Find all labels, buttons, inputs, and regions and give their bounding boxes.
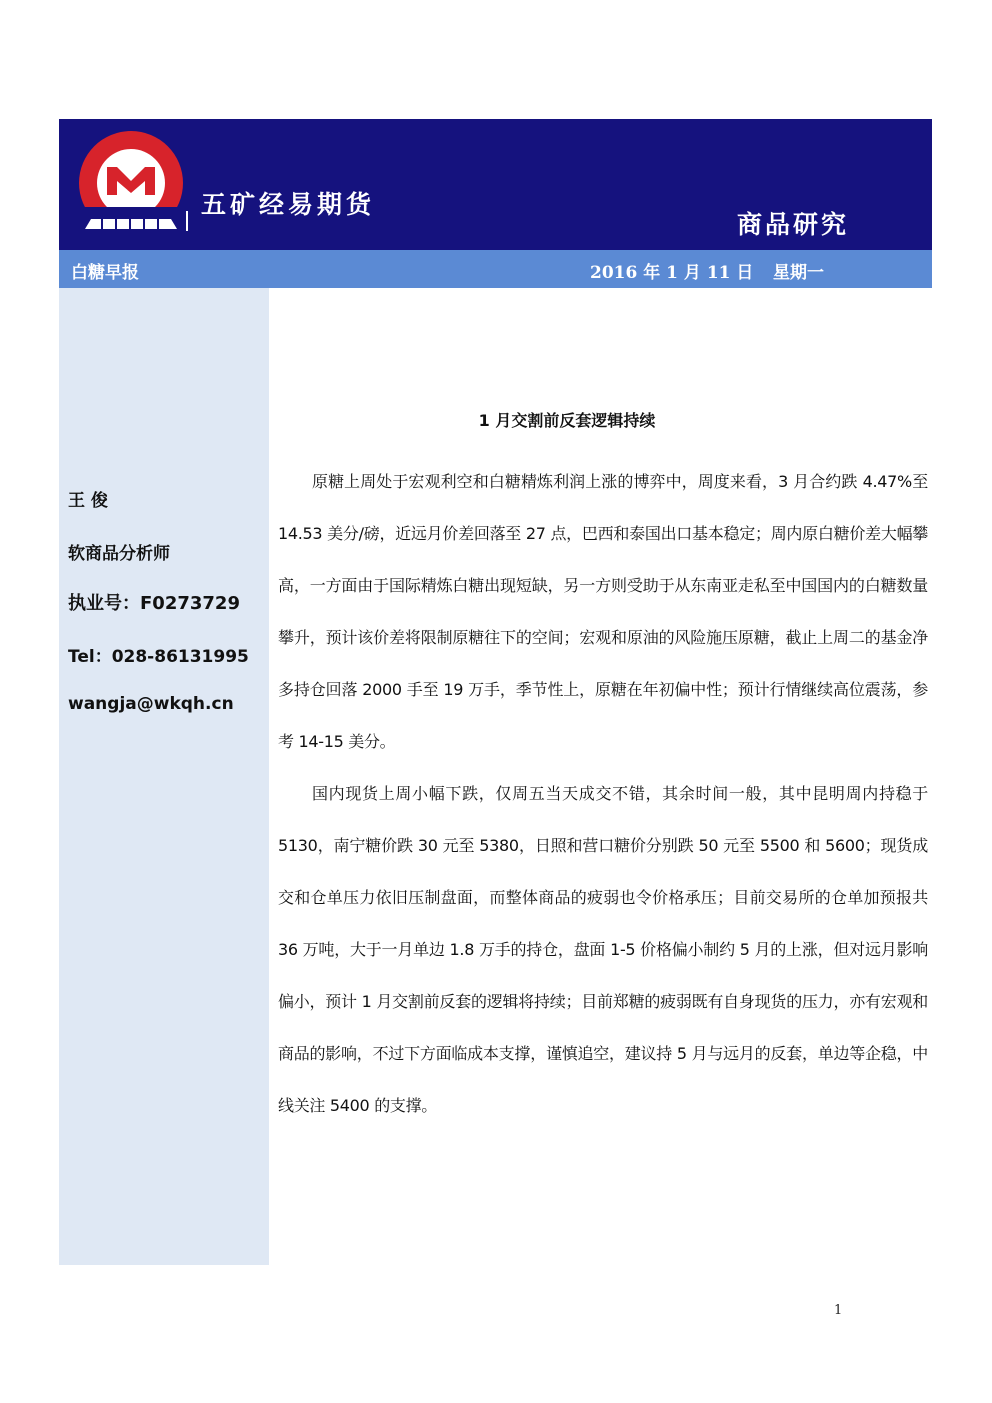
page-number: 1 xyxy=(834,1303,843,1318)
analyst-name: 王 俊 xyxy=(68,491,108,511)
logo-divider xyxy=(186,211,188,231)
company-name: 五矿经易期货 xyxy=(201,190,376,219)
article-paragraph: 国内现货上周小幅下跌，仅周五当天成交不错，其余时间一般，其中昆明周内持稳于 5130，南宁糖价跌 30 元至 5380，日照和营口糖价分别跌 50 元至 5500 和 5600；现货成交和仓单压力依旧压制盘面，而整体商品的疲弱也令价格承压；目前交易所的仓单加预报共 36 万吨，大于一月单边 1.8 万手的持仓，盘面 1-5 价格偏小制约 5 月的上涨，但对远月影响偏小，预计 1 月交割前反套的逻辑将持续；目前郑糖的疲弱既有自身现货的压力，亦有宏观和商品的影响，不过下方面临成本支撑，谨慎追空，建议持 5 月与远月的反套，单边等企稳，中线关注 5400 的支撑。 xyxy=(278,784,928,1115)
analyst-email[interactable]: wangja@wkqh.cn xyxy=(68,694,234,714)
report-name: 白糖早报 xyxy=(71,263,139,283)
analyst-sidebar xyxy=(59,288,269,1265)
minmetals-logo xyxy=(77,129,185,237)
article-title: 1 月交割前反套逻辑持续 xyxy=(478,411,656,430)
section-title: 商品研究 xyxy=(737,210,850,239)
analyst-tel: Tel：028-86131995 xyxy=(68,647,249,667)
article-paragraph: 原糖上周处于宏观利空和白糖精炼利润上涨的博弈中，周度来看，3 月合约跌 4.47%至 14.53 美分/磅，近远月价差回落至 27 点，巴西和泰国出口基本稳定；周内原白糖价差大幅攀高，一方面由于国际精炼白糖出现短缺，另一方则受助于从东南亚走私至中国国内的白糖数量攀升，预计该价差将限制原糖往下的空间；宏观和原油的风险施压原糖，截止上周二的基金净多持仓回落 2000 手至 19 万手，季节性上，原糖在年初偏中性；预计行情继续高位震荡，参考 14-15 美分。 xyxy=(278,472,928,751)
analyst-role: 软商品分析师 xyxy=(68,544,170,564)
article-body xyxy=(278,456,928,1132)
report-weekday: 星期一 xyxy=(773,263,824,283)
analyst-license: 执业号：F0273729 xyxy=(68,593,240,614)
report-date: 2016 年 1 月 11 日 xyxy=(590,263,754,283)
report-header xyxy=(59,119,932,250)
report-subbar xyxy=(59,250,932,288)
